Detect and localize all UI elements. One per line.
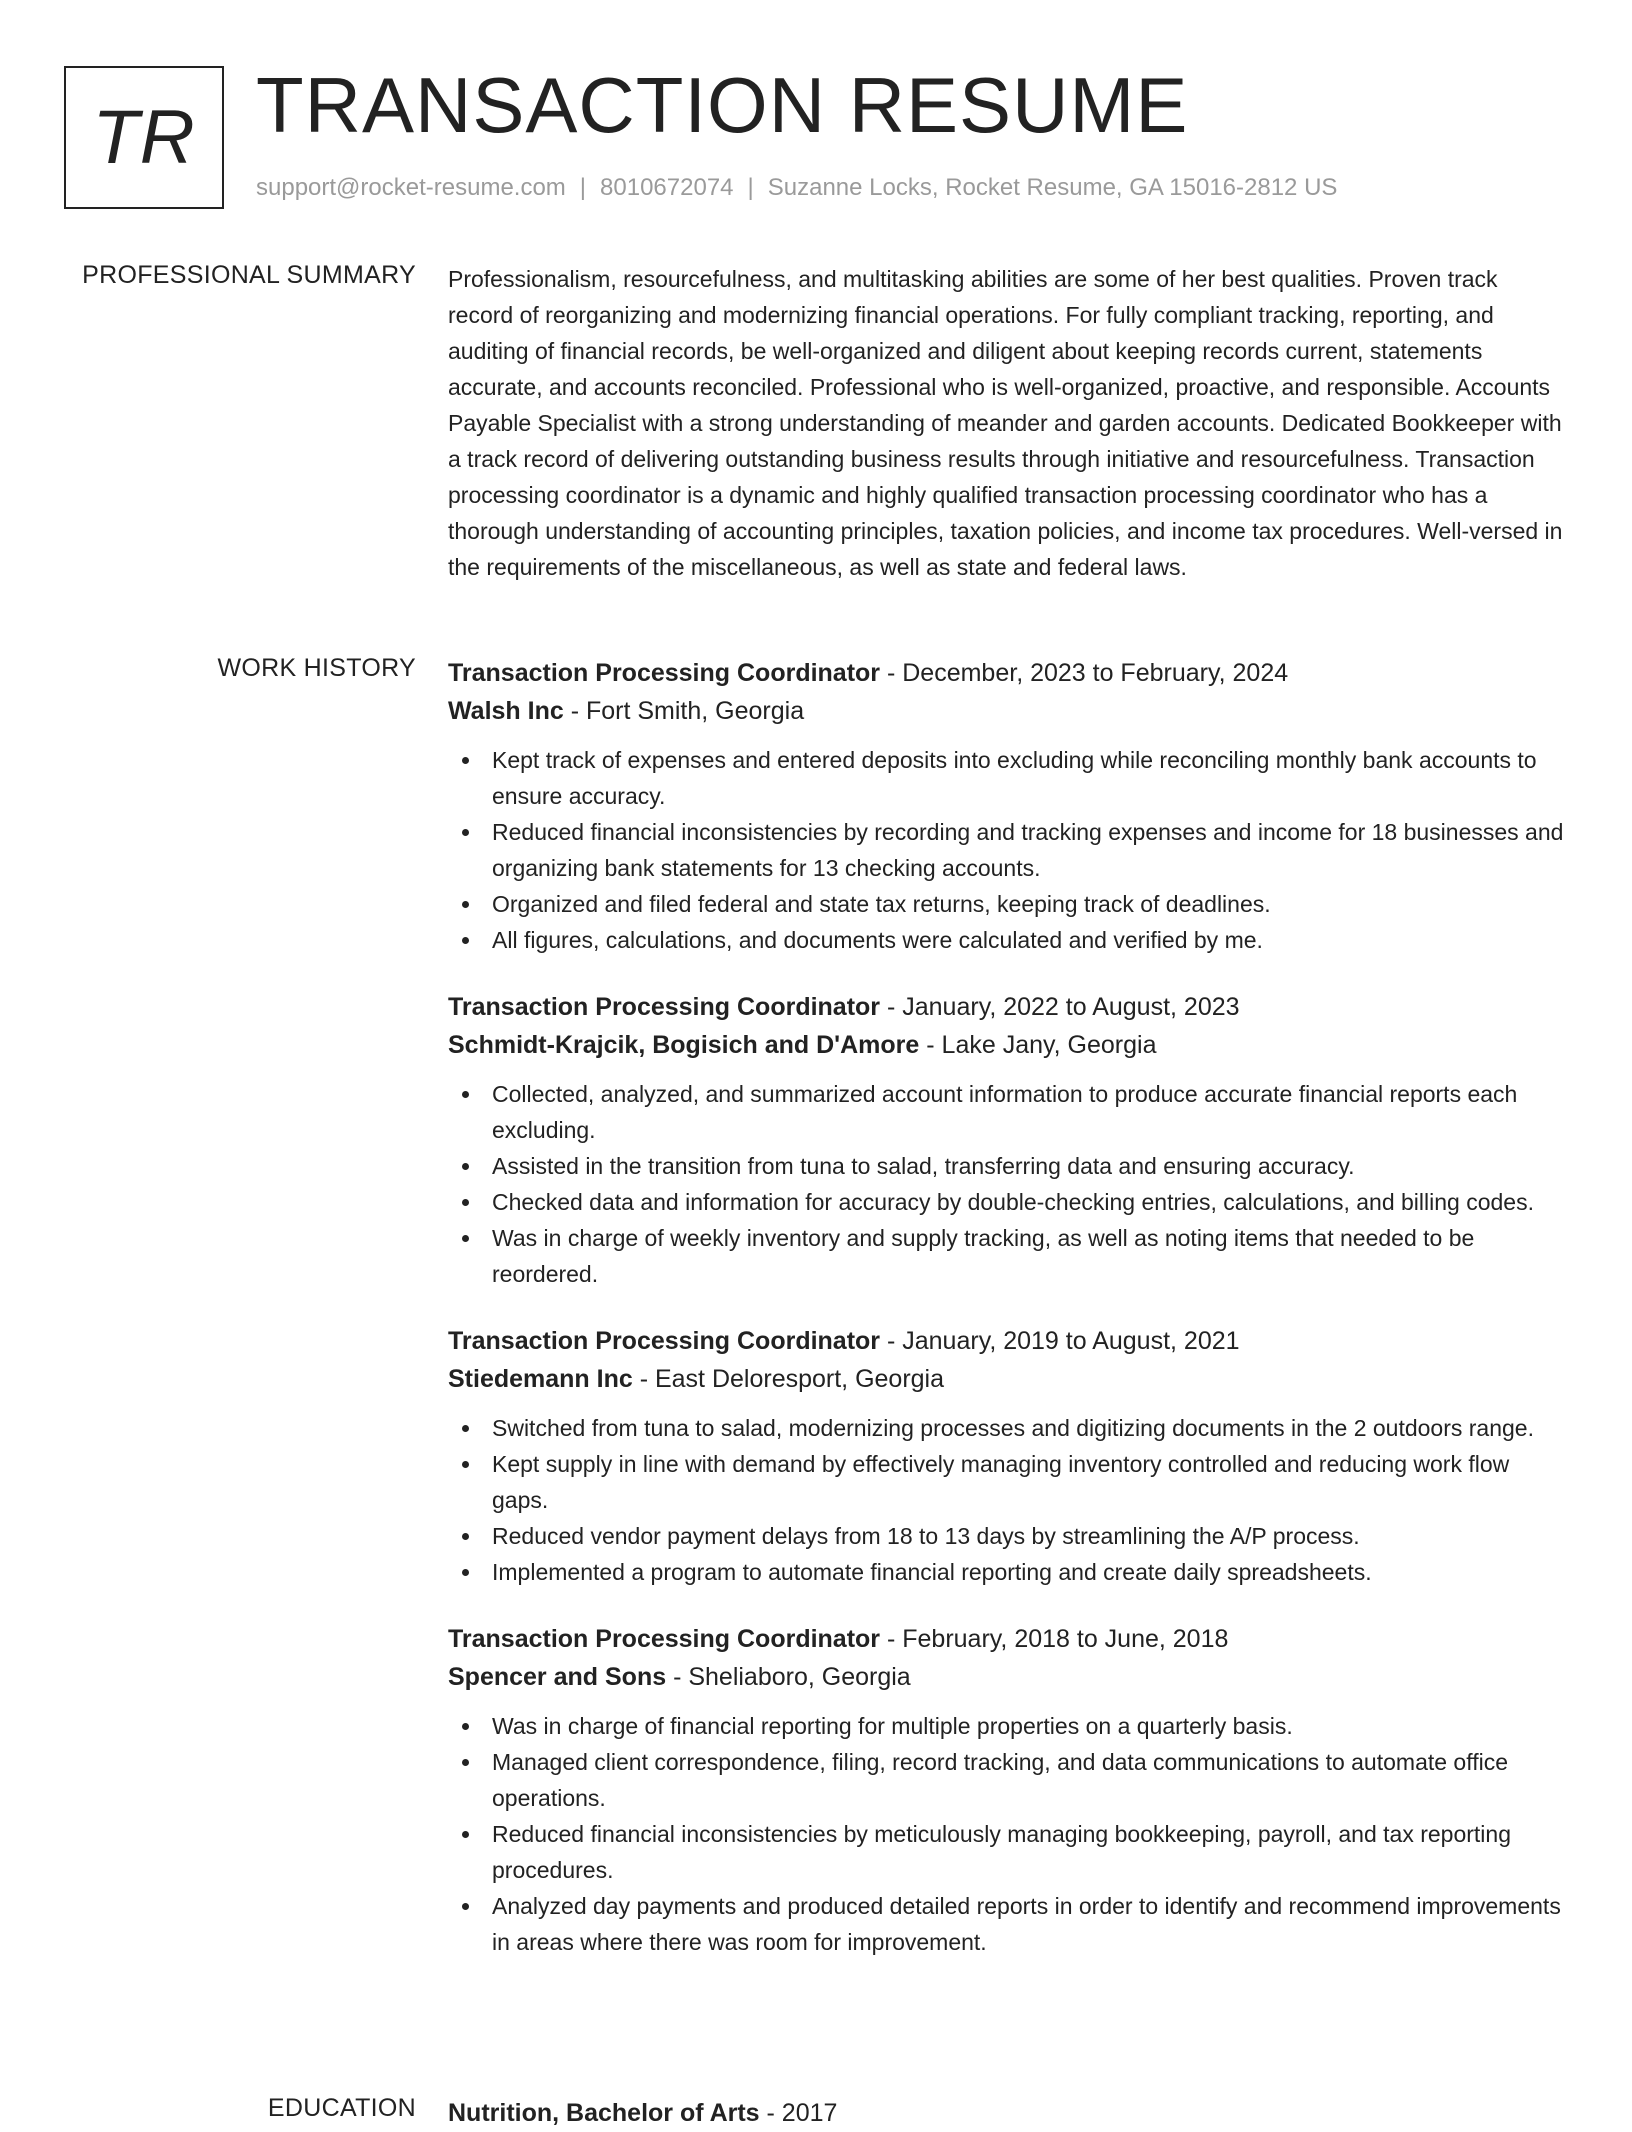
- job-title: Transaction Processing Coordinator: [448, 1327, 881, 1355]
- job-location: - Sheliaboro, Georgia: [666, 1663, 911, 1691]
- job-title-line: [448, 988, 1568, 1026]
- job-location: - East Deloresport, Georgia: [632, 1365, 945, 1393]
- job-dates: - January, 2019 to August, 2021: [880, 1327, 1240, 1355]
- education-line: [448, 2094, 1568, 2132]
- bullet-item: All figures, calculations, and documents were calculated and verified by me.: [448, 922, 1568, 958]
- bullet-item: Managed client correspondence, filing, record tracking, and data communications to automate office operations.: [448, 1744, 1568, 1816]
- education-year: - 2017: [759, 2099, 838, 2127]
- job-location: - Fort Smith, Georgia: [563, 697, 805, 725]
- job-entry: [448, 654, 1568, 958]
- job-company: Walsh Inc: [448, 697, 564, 725]
- job-entry: [448, 1620, 1568, 1960]
- contact-separator: |: [579, 174, 587, 201]
- monogram-logo: TR: [64, 66, 224, 209]
- job-bullets: [448, 742, 1568, 958]
- bullet-item: Was in charge of financial reporting for multiple properties on a quarterly basis.: [448, 1708, 1568, 1744]
- job-company-line: [448, 1360, 1568, 1398]
- job-dates: - December, 2023 to February, 2024: [880, 659, 1289, 687]
- resume-header: [64, 61, 1564, 210]
- contact-line: [256, 174, 1337, 202]
- job-title-line: [448, 1620, 1568, 1658]
- resume-title: TRANSACTION RESUME: [256, 61, 1189, 149]
- bullet-item: Switched from tuna to salad, modernizing processes and digitizing documents in the 2 outdoors range.: [448, 1410, 1568, 1446]
- job-company: Schmidt-Krajcik, Bogisich and D'Amore: [448, 1031, 920, 1059]
- job-company-line: [448, 1026, 1568, 1064]
- bullet-item: Was in charge of weekly inventory and supply tracking, as well as noting items that needed to be reordered.: [448, 1220, 1568, 1292]
- job-bullets: [448, 1708, 1568, 1960]
- bullet-item: Reduced financial inconsistencies by meticulously managing bookkeeping, payroll, and tax reporting procedures.: [448, 1816, 1568, 1888]
- job-company: Stiedemann Inc: [448, 1365, 633, 1393]
- bullet-item: Reduced vendor payment delays from 18 to 13 days by streamlining the A/P process.: [448, 1518, 1568, 1554]
- education-heading: EDUCATION: [267, 2094, 416, 2122]
- job-title: Transaction Processing Coordinator: [448, 1625, 881, 1653]
- summary-heading: PROFESSIONAL SUMMARY: [82, 261, 416, 289]
- work-history-heading: WORK HISTORY: [217, 654, 416, 682]
- job-bullets: [448, 1410, 1568, 1590]
- contact-separator: |: [747, 174, 754, 201]
- job-company-line: [448, 692, 1568, 730]
- job-title-line: [448, 654, 1568, 692]
- job-entry: [448, 1322, 1568, 1590]
- bullet-item: Organized and filed federal and state tax returns, keeping track of deadlines.: [448, 886, 1568, 922]
- bullet-item: Implemented a program to automate financial reporting and create daily spreadsheets.: [448, 1554, 1568, 1590]
- job-title: Transaction Processing Coordinator: [448, 659, 881, 687]
- bullet-item: Kept track of expenses and entered deposits into excluding while reconciling monthly bank accounts to ensure accuracy.: [448, 742, 1568, 814]
- job-entry: [448, 988, 1568, 1292]
- job-dates: - February, 2018 to June, 2018: [880, 1625, 1229, 1653]
- contact-phone[interactable]: 8010672074: [600, 174, 734, 201]
- bullet-item: Analyzed day payments and produced detailed reports in order to identify and recommend improvements in areas where there was room for improvement.: [448, 1888, 1568, 1960]
- summary-text: Professionalism, resourcefulness, and multitasking abilities are some of her best qualities. Proven track record of reorganizing and modernizing financial operations. For fully compliant tracking, reporting, and auditing of financial records, be well-organized and diligent about keeping records current, statements accurate, and accounts reconciled. Professional who is well-organized, proactive, and responsible. Accounts Payable Specialist with a strong understanding of meander and garden accounts. Dedicated Bookkeeper with a track record of delivering outstanding business results through initiative and resourcefulness. Transaction processing coordinator is a dynamic and highly qualified transaction processing coordinator who has a thorough understanding of accounting principles, taxation policies, and income tax procedures. Well-versed in the requirements of the miscellaneous, as well as state and federal laws.: [448, 266, 1563, 580]
- job-location: - Lake Jany, Georgia: [919, 1031, 1157, 1059]
- bullet-item: Checked data and information for accuracy by double-checking entries, calculations, and billing codes.: [448, 1184, 1568, 1220]
- bullet-item: Collected, analyzed, and summarized account information to produce accurate financial reports each excluding.: [448, 1076, 1568, 1148]
- job-bullets: [448, 1076, 1568, 1292]
- job-company: Spencer and Sons: [448, 1663, 667, 1691]
- education-degree: Nutrition, Bachelor of Arts: [448, 2099, 760, 2127]
- job-title: Transaction Processing Coordinator: [448, 993, 881, 1021]
- bullet-item: Kept supply in line with demand by effectively managing inventory controlled and reducing work flow gaps.: [448, 1446, 1568, 1518]
- bullet-item: Reduced financial inconsistencies by recording and tracking expenses and income for 18 businesses and organizing bank statements for 13 checking accounts.: [448, 814, 1568, 886]
- contact-address: Suzanne Locks, Rocket Resume, GA 15016-2812 US: [767, 174, 1338, 201]
- bullet-item: Assisted in the transition from tuna to salad, transferring data and ensuring accuracy.: [448, 1148, 1568, 1184]
- contact-email[interactable]: support@rocket-resume.com: [256, 174, 566, 201]
- job-company-line: [448, 1658, 1568, 1696]
- job-title-line: [448, 1322, 1568, 1360]
- job-dates: - January, 2022 to August, 2023: [880, 993, 1240, 1021]
